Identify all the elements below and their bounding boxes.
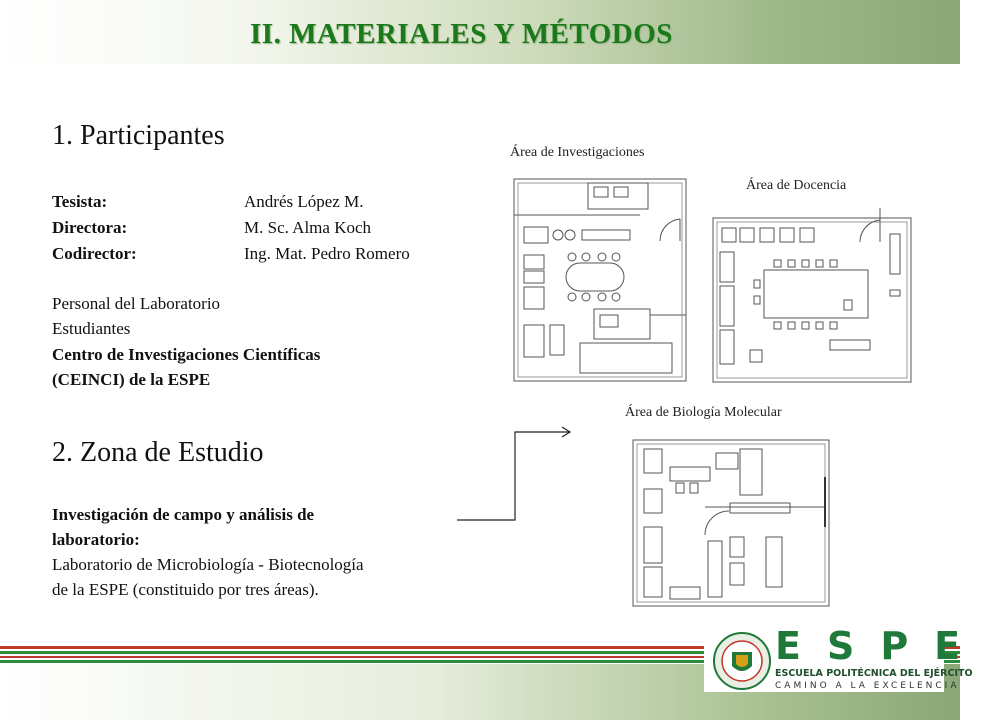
- center-line-2: (CEINCI) de la ESPE: [52, 370, 211, 389]
- header-bar: [0, 0, 960, 64]
- section-title-participantes: 1. Participantes: [52, 120, 225, 151]
- floorplan-docencia: [710, 200, 915, 385]
- espe-wordmark: ESPE: [775, 624, 986, 668]
- participant-row-tesista: [52, 192, 363, 212]
- zona-desc-line-1: Laboratorio de Microbiología - Biotecnología: [52, 555, 364, 574]
- participant-name: M. Sc. Alma Koch: [244, 218, 372, 237]
- section-title-zona-estudio: 2. Zona de Estudio: [52, 437, 264, 468]
- caption-area-docencia: Área de Docencia: [746, 178, 847, 193]
- center-line-1: Centro de Investigaciones Científicas: [52, 345, 321, 364]
- espe-subtitle: ESCUELA POLITÉCNICA DEL EJÉRCITO: [775, 668, 973, 679]
- personal-line: Personal del Laboratorio: [52, 294, 221, 313]
- caption-area-biologia: Área de Biología Molecular: [625, 405, 782, 420]
- espe-seal-logo: [712, 630, 772, 692]
- estudiantes-line: Estudiantes: [52, 319, 131, 338]
- participant-name: Andrés López M.: [244, 192, 364, 211]
- participant-row-codirector: [52, 244, 410, 264]
- floorplan-investigaciones: [510, 175, 690, 385]
- connector-arrow: [455, 420, 580, 530]
- participant-role: Codirector:: [52, 244, 137, 263]
- zona-heading-line-2: laboratorio:: [52, 530, 140, 549]
- floorplan-biologia-molecular: [630, 437, 835, 612]
- participant-row-directora: [52, 218, 371, 238]
- participant-role: Tesista:: [52, 192, 108, 211]
- zona-desc-line-2: de la ESPE (constituido por tres áreas).: [52, 580, 319, 599]
- caption-area-investigaciones: Área de Investigaciones: [510, 145, 645, 160]
- zona-heading-line-1: Investigación de campo y análisis de: [52, 505, 315, 524]
- participant-name: Ing. Mat. Pedro Romero: [244, 244, 410, 263]
- slide-title: II. MATERIALES Y MÉTODOS: [250, 18, 673, 50]
- espe-tagline: CAMINO A LA EXCELENCIA: [775, 681, 960, 691]
- participant-role: Directora:: [52, 218, 128, 237]
